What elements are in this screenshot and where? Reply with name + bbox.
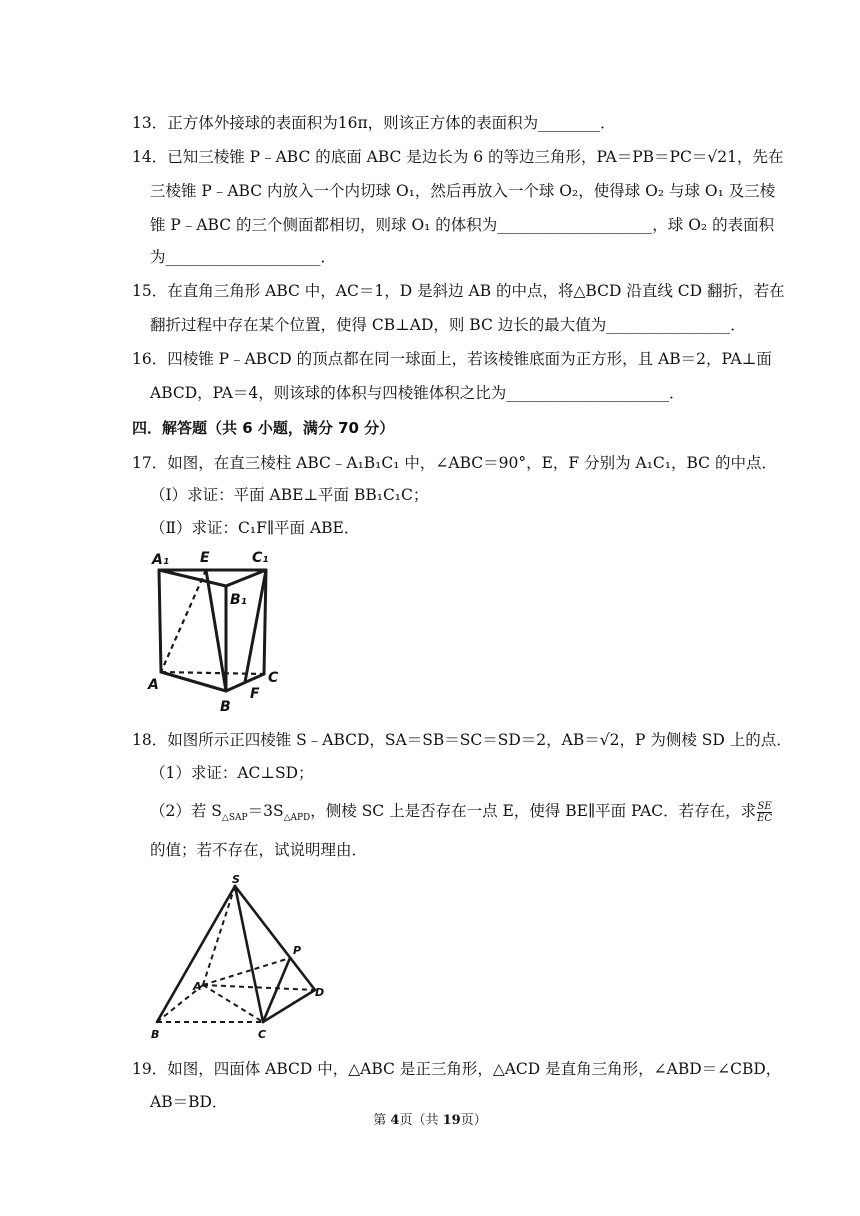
question-14-line-2: 三棱锥 P﹣ABC 内放入一个内切球 O₁，然后再放入一个球 O₂，使得球 O₂ 与球 O₁ 及三棱 — [150, 182, 776, 200]
question-17-part-1: （Ⅰ）求证：平面 ABE⊥平面 BB₁C₁C； — [150, 486, 429, 504]
question-18-stem: 18．如图所示正四棱锥 S﹣ABCD，SA＝SB＝SC＝SD＝2，AB＝√2，P 为侧棱 SD 上的点． — [132, 731, 792, 749]
subscript-sap: △SAP — [221, 813, 248, 824]
question-16-line-1: 16．四棱锥 P﹣ABCD 的顶点都在同一球面上，若该棱锥底面为正方形，且 AB＝2，PA⊥面 — [132, 350, 772, 368]
question-13: 13．正方体外接球的表面积为16π，则该正方体的表面积为________． — [132, 114, 616, 132]
question-19-line-2: AB＝BD． — [150, 1093, 228, 1111]
question-16-line-2: ABCD，PA＝4，则该球的体积与四棱锥体积之比为_____________________． — [150, 384, 685, 402]
label-a: A — [148, 677, 159, 693]
edge-ac-hidden — [161, 672, 264, 674]
prism-figure — [140, 548, 300, 720]
pyramid-figure — [145, 872, 345, 1042]
question-14-line-4: 为____________________． — [150, 248, 337, 266]
edge-a1b1 — [159, 570, 226, 586]
question-15-line-2: 翻折过程中存在某个位置，使得 CB⊥AD，则 BC 边长的最大值为________________． — [150, 316, 746, 334]
edge-aa1 — [159, 570, 161, 672]
section-heading: 四．解答题（共 6 小题，满分 70 分） — [132, 419, 395, 437]
question-19-line-1: 19．如图，四面体 ABCD 中，△ABC 是正三角形，△ACD 是直角三角形，∠ABD＝∠CBD， — [132, 1060, 782, 1078]
question-14-line-3: 锥 P﹣ABC 的三个侧面都相切，则球 O₁ 的体积为____________________，球 O₂ 的表面积 — [150, 216, 775, 234]
question-17-part-2: （Ⅱ）求证：C₁F∥平面 ABE． — [150, 519, 360, 537]
total-page-count: 19 — [442, 1113, 461, 1128]
question-15-line-1: 15．在直角三角形 ABC 中，AC＝1，D 是斜边 AB 的中点，将△BCD 沿直线 CD 翻折，若在 — [132, 282, 785, 300]
edge-sc — [235, 886, 263, 1022]
label-a: A — [193, 980, 202, 993]
label-c: C — [258, 1028, 267, 1041]
question-18-part-2-cont: 的值；若不存在，试说明理由． — [150, 841, 368, 859]
edge-ad-hidden — [203, 985, 315, 990]
label-c1: C₁ — [252, 550, 269, 566]
label-c: C — [268, 670, 279, 686]
fraction-se-ec: $\frac{SE}{EC}$ — [757, 800, 773, 824]
segment-ae-hidden — [161, 570, 206, 672]
edge-ac-hidden — [203, 985, 263, 1022]
label-a1: A₁ — [152, 552, 169, 568]
label-s: S — [232, 873, 240, 886]
edge-sb — [157, 886, 235, 1022]
page-footer: 第 4页（共 19页） — [373, 1113, 487, 1128]
question-18-part-1: （1）求证：AC⊥SD； — [150, 764, 314, 782]
label-e: E — [200, 550, 210, 566]
segment-ap-hidden — [203, 958, 290, 985]
edge-ab — [161, 672, 226, 691]
question-18-part-2: （2）若 $S_{\triangle SAP}=3S_{\triangle APD}$，侧棱 SC 上是否存在一点 E，使得 BE∥平面 PAC．若存在，求 $\frac{SE}{EC}$ — [150, 800, 773, 824]
label-p: P — [293, 944, 302, 957]
label-b: B — [220, 699, 231, 715]
current-page-number: 4 — [390, 1113, 400, 1128]
question-14-line-1: 14．已知三棱锥 P﹣ABC 的底面 ABC 是边长为 6 的等边三角形，PA＝PB＝PC＝√21，先在 — [132, 148, 784, 166]
question-17-stem: 17．如图，在直三棱柱 ABC﹣A₁B₁C₁ 中，∠ABC＝90°，E，F 分别为 A₁C₁，BC 的中点． — [132, 454, 777, 472]
label-b1: B₁ — [230, 592, 247, 608]
edge-b1c1 — [226, 570, 266, 586]
subscript-apd: △APD — [283, 813, 311, 824]
label-d: D — [315, 986, 325, 999]
label-f: F — [250, 686, 260, 702]
label-b: B — [151, 1028, 160, 1041]
